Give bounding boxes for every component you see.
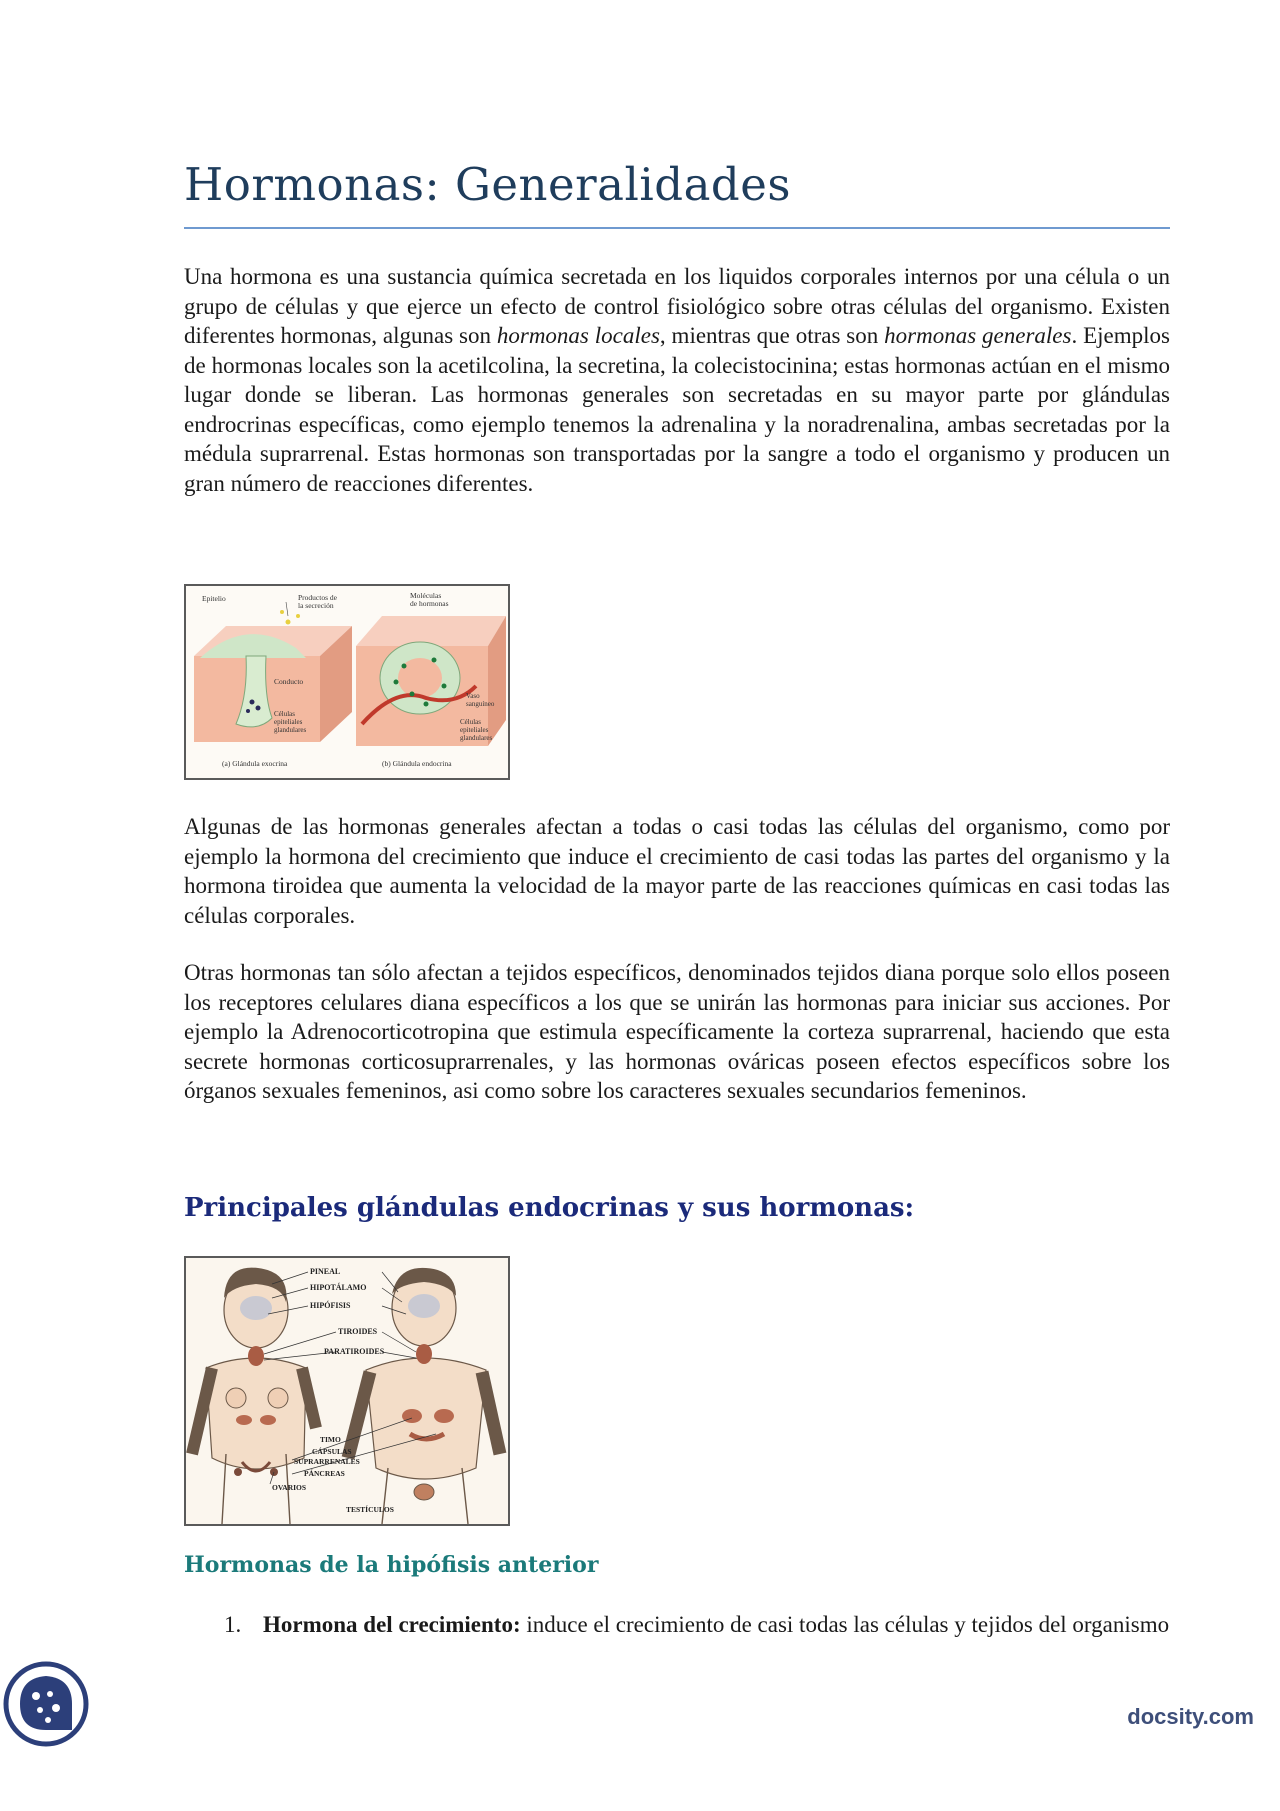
- caption-endocrine: (b) Glándula endocrina: [382, 759, 452, 768]
- label-vaso-2: sanguíneo: [466, 700, 495, 708]
- list-item-description: induce el crecimiento de casi todas las células y tejidos del organismo: [520, 1612, 1170, 1637]
- paragraph-general-hormones: Algunas de las hormonas generales afectan a todas o casi todas las células del organismo, como por ejemplo la hormona del crecimiento que induce el crecimiento de casi todas las partes del organismo y la hormona tiroidea que aumenta la velocidad de la mayor parte de las reacciones químicas en casi todas las células corporales.: [184, 814, 1170, 928]
- intro-paragraph: [184, 262, 1170, 498]
- label-tiroides: TIROIDES: [338, 1327, 378, 1336]
- label-capsulas-1: CÁPSULAS: [312, 1447, 352, 1456]
- label-testiculos: TESTÍCULOS: [346, 1505, 394, 1514]
- docsity-logo-icon[interactable]: [0, 1652, 90, 1752]
- label-celulas-b-2: epiteliales: [460, 726, 489, 734]
- intro-emphasis-local: hormonas locales: [496, 323, 660, 348]
- label-productos-2: la secreción: [298, 601, 334, 610]
- endocrine-glands-figure: [184, 1256, 510, 1526]
- gland-diagram-figure: [184, 584, 510, 780]
- endocrine-glands-illustration: [186, 1258, 508, 1524]
- label-capsulas-2: SUPRARRENALES: [294, 1457, 360, 1466]
- label-celulas-a-2: epiteliales: [274, 718, 303, 726]
- list-item-number: 1.: [224, 1612, 242, 1637]
- label-vaso-1: Vaso: [466, 692, 480, 700]
- docsity-brand-link[interactable]: docsity.com: [1127, 1704, 1254, 1729]
- label-epitelio: Epitelio: [202, 594, 226, 603]
- label-pineal: PINEAL: [310, 1267, 341, 1276]
- label-timo: TIMO: [320, 1435, 341, 1444]
- label-moleculas-2: de hormonas: [410, 599, 449, 608]
- section-heading-glands: Principales glándulas endocrinas y sus hormonas:: [184, 1193, 915, 1223]
- label-hipofisis: HIPÓFISIS: [310, 1301, 351, 1310]
- intro-text-2: , mientras que otras son: [659, 323, 885, 348]
- caption-exocrine: (a) Glándula exocrina: [222, 759, 288, 768]
- subsection-heading-pituitary: Hormonas de la hipófisis anterior: [184, 1552, 599, 1578]
- paragraph-specific-hormones: Otras hormonas tan sólo afectan a tejidos específicos, denominados tejidos diana porque solo ellos poseen los receptores celulares diana específicos a los que se unirán las hormonas para iniciar sus acciones. Por ejemplo la Adrenocorticotropina que estimula específicamente la corteza suprarrenal, haciendo que esta secrete hormonas corticosuprarrenales, y las hormonas ováricas poseen efectos específicos sobre los órganos sexuales femeninos, asi como sobre los caracteres sexuales secundarios femeninos.: [184, 960, 1170, 1103]
- label-productos-1: Productos de: [298, 593, 337, 602]
- label-moleculas-1: Moléculas: [410, 591, 442, 600]
- label-ovarios: OVARIOS: [272, 1483, 307, 1492]
- title-underline: [184, 227, 1170, 229]
- label-celulas-a-1: Células: [274, 710, 295, 718]
- intro-text-1: Una hormona es una sustancia química secretada en los liquidos corporales internos por una célula o un grupo de células y que ejerce un efecto de control fisiológico sobre otras células del organismo. Existen diferentes hormonas, algunas son: [184, 264, 1170, 348]
- intro-emphasis-general: hormonas generales: [884, 323, 1072, 348]
- male-figure: [348, 1268, 500, 1524]
- list-item-term: Hormona del crecimiento:: [263, 1612, 521, 1637]
- label-celulas-b-1: Células: [460, 718, 481, 726]
- intro-text-3: . Ejemplos de hormonas locales son la acetilcolina, la secretina, la colecistocinina; estas hormonas actúan en el mismo lugar donde se liberan. Las hormonas generales son secretadas en su mayor parte por glándulas endrocrinas específicas, como ejemplo tenemos la adrenalina y la noradrenalina, ambas secretadas por la médula suprarrenal. Estas hormonas son transportadas por la sangre a todo el organismo y producen un gran número de reacciones diferentes.: [184, 323, 1170, 496]
- label-pancreas: PÁNCREAS: [304, 1469, 345, 1478]
- label-hipotalamo: HIPOTÁLAMO: [310, 1283, 367, 1292]
- label-celulas-a-3: glandulares: [274, 726, 307, 734]
- label-celulas-b-3: glandulares: [460, 734, 493, 742]
- hormone-list: [184, 1610, 1170, 1640]
- gland-diagram-illustration: [186, 586, 508, 778]
- list-item: [184, 1610, 1170, 1640]
- page-title: Hormonas: Generalidades: [184, 158, 791, 211]
- label-paratiroides: PARATIROIDES: [324, 1347, 385, 1356]
- label-conducto: Conducto: [274, 677, 304, 686]
